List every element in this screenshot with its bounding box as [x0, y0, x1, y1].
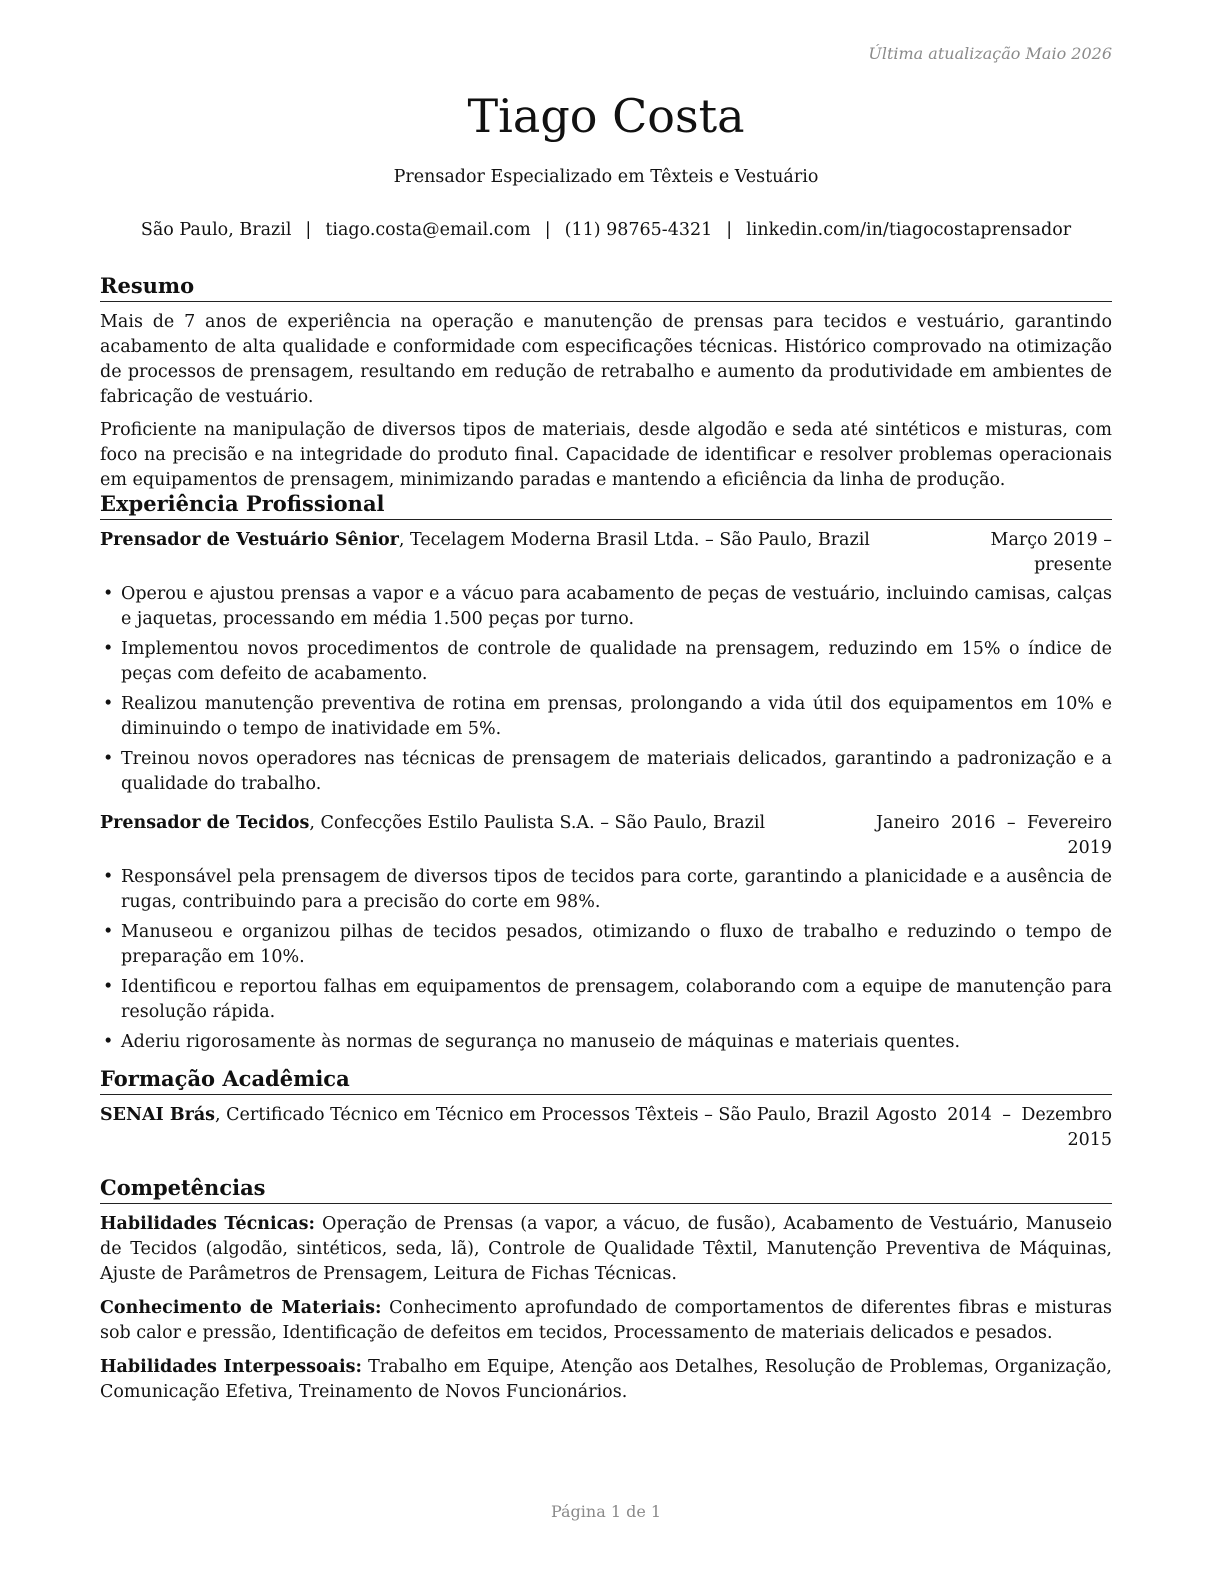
contact-phone: (11) 98765-4321: [564, 220, 713, 240]
education-line: [100, 1103, 876, 1153]
job-entry: [100, 811, 1112, 1055]
job-dates: Março 2019 – presente: [990, 530, 1112, 575]
contact-email-link[interactable]: tiago.costa@email.com: [325, 220, 531, 240]
job-entry: [100, 528, 1112, 797]
list-item: [100, 920, 1112, 970]
list-item: [100, 692, 1112, 742]
education-section: [100, 1064, 1112, 1157]
job-title-line: [100, 528, 912, 578]
contact-separator: |: [305, 220, 312, 240]
education-school: SENAI Brás: [100, 1105, 216, 1125]
list-item: [100, 865, 1112, 915]
bullet-icon: •: [103, 977, 114, 997]
bullet-icon: •: [103, 694, 114, 714]
bullet-icon: •: [103, 749, 114, 769]
skill-label: Habilidades Técnicas:: [100, 1214, 315, 1234]
bullet-text: Operou e ajustou prensas a vapor e a vácuo para acabamento de peças de vestuário, incluindo camisas, calças e jaquetas, processando em média 1.500 peças por turno.: [121, 584, 1112, 629]
bullet-icon: •: [103, 639, 114, 659]
bullet-icon: •: [103, 584, 114, 604]
job-title-line: [100, 811, 876, 861]
job-header: [100, 528, 1112, 578]
list-item: [100, 975, 1112, 1025]
skills-title: Competências: [100, 1173, 1112, 1204]
summary-title: Resumo: [100, 271, 1112, 302]
contact-separator: |: [726, 220, 733, 240]
job-role: Prensador de Tecidos: [100, 813, 310, 833]
bullet-text: Responsável pela prensagem de diversos tipos de tecidos para corte, garantindo a planicidade e a ausência de rugas, contribuindo para a precisão do corte em 98%.: [121, 867, 1112, 912]
summary-section: [100, 271, 1112, 501]
experience-section: [100, 489, 1112, 1060]
bullet-text: Implementou novos procedimentos de controle de qualidade na prensagem, reduzindo em 15% o índice de peças com defeito de acabamento.: [121, 639, 1112, 684]
skill-group: [100, 1212, 1112, 1287]
job-dates: Janeiro 2016 – Fevereiro 2019: [876, 813, 1112, 858]
education-entry: [100, 1103, 1112, 1153]
experience-title: Experiência Profissional: [100, 489, 1112, 520]
summary-paragraph: Proficiente na manipulação de diversos tipos de materiais, desde algodão e seda até sintéticos e misturas, com foco na precisão e na integridade do produto final. Capacidade de identificar e resolver problemas operacionais em equipamentos de prensagem, minimizando paradas e mantendo a eficiência da linha de produção.: [100, 420, 1112, 490]
bullet-text: Aderiu rigorosamente às normas de segurança no manuseio de máquinas e materiais quentes.: [121, 1032, 961, 1052]
bullet-icon: •: [103, 1032, 114, 1052]
job-company: , Tecelagem Moderna Brasil Ltda. – São Paulo, Brazil: [398, 530, 870, 550]
list-item: [100, 747, 1112, 797]
skill-text: Conhecimento aprofundado de comportamentos de diferentes fibras e misturas sob calor e pressão, Identificação de defeitos em tecidos, Processamento de materiais delicados e pesados.: [100, 1298, 1113, 1343]
skill-text: Operação de Prensas (a vapor, a vácuo, de fusão), Acabamento de Vestuário, Manuseio de Tecidos (algodão, sintéticos, seda, lã), Controle de Qualidade Têxtil, Manutenção Preventiva de Máquinas, Ajuste de Parâmetros de Prensagem, Leitura de Fichas Técnicas.: [100, 1214, 1112, 1284]
job-bullets: [100, 865, 1112, 1055]
page-number: Página 1 de 1: [550, 1502, 662, 1521]
summary-paragraph: Mais de 7 anos de experiência na operação e manutenção de prensas para tecidos e vestuário, garantindo acabamento de alta qualidade e conformidade com especificações técnicas. Histórico comprovado na otimização de processos de prensagem, resultando em redução de retrabalho e aumento da produtividade em ambientes de fabricação de vestuário.: [100, 312, 1112, 407]
skill-label: Conhecimento de Materiais:: [100, 1298, 382, 1318]
skill-label: Habilidades Interpessoais:: [100, 1357, 362, 1377]
last-updated: Última atualização Maio 2026: [868, 44, 1112, 63]
education-title: Formação Acadêmica: [100, 1064, 1112, 1095]
bullet-text: Manuseou e organizou pilhas de tecidos pesados, otimizando o fluxo de trabalho e reduzindo o tempo de preparação em 10%.: [121, 922, 1112, 967]
list-item: [100, 582, 1112, 632]
contact-location: São Paulo, Brazil: [140, 220, 292, 240]
job-bullets: [100, 582, 1112, 797]
candidate-name: Tiago Costa: [467, 89, 745, 143]
education-dates: Agosto 2014 – Dezembro 2015: [876, 1105, 1112, 1150]
skill-text: Trabalho em Equipe, Atenção aos Detalhes, Resolução de Problemas, Organização, Comunicação Efetiva, Treinamento de Novos Funcionários.: [100, 1357, 1112, 1402]
contact-line: [100, 220, 1112, 240]
skill-group: [100, 1355, 1112, 1405]
bullet-text: Realizou manutenção preventiva de rotina em prensas, prolongando a vida útil dos equipamentos em 10% e diminuindo o tempo de inatividade em 5%.: [121, 694, 1112, 739]
resume-page: [100, 0, 1112, 1584]
bullet-icon: •: [103, 922, 114, 942]
list-item: [100, 1030, 1112, 1055]
job-subtitle: Prensador Especializado em Têxteis e Vestuário: [393, 167, 819, 187]
contact-linkedin-link[interactable]: linkedin.com/in/tiagocostaprensador: [746, 220, 1072, 240]
job-company: , Confecções Estilo Paulista S.A. – São Paulo, Brazil: [309, 813, 766, 833]
skills-section: [100, 1173, 1112, 1414]
education-detail: , Certificado Técnico em Técnico em Processos Têxteis – São Paulo, Brazil: [215, 1105, 869, 1125]
job-header: [100, 811, 1112, 861]
bullet-text: Identificou e reportou falhas em equipamentos de prensagem, colaborando com a equipe de manutenção para resolução rápida.: [121, 977, 1112, 1022]
bullet-icon: •: [103, 867, 114, 887]
bullet-text: Treinou novos operadores nas técnicas de prensagem de materiais delicados, garantindo a padronização e a qualidade do trabalho.: [121, 749, 1112, 794]
job-role: Prensador de Vestuário Sênior: [100, 530, 399, 550]
skill-group: [100, 1296, 1112, 1346]
list-item: [100, 637, 1112, 687]
contact-separator: |: [544, 220, 551, 240]
